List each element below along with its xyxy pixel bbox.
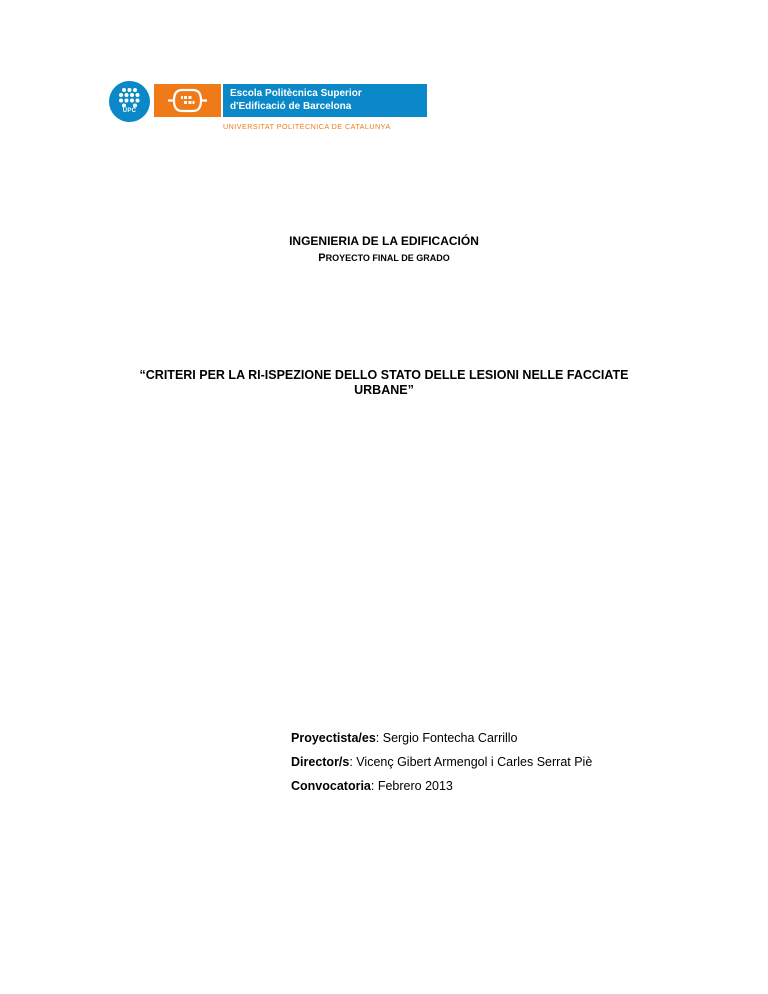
project-type-rest: ROYECTO FINAL DE GRADO [325,253,450,263]
project-type-initial: P [318,252,326,264]
university-name: UNIVERSITAT POLITÈCNICA DE CATALUNYA [223,122,391,131]
call-label: Convocatoria [291,779,371,793]
upc-logo [109,81,150,122]
degree-title: INGENIERIA DE LA EDIFICACIÓN [289,234,479,248]
school-name-block [223,84,427,117]
author-value: : Sergio Fontecha Carrillo [375,731,518,745]
credits-author [291,726,592,750]
school-emblem-logo [154,84,221,117]
school-name-line1: Escola Politècnica Superior [230,88,362,99]
director-value: : Vicenç Gibert Armengol i Carles Serrat Piè [349,755,593,769]
director-label: Director/s [291,755,350,769]
credits-block [291,726,592,798]
upc-dots-icon [109,81,150,122]
thesis-title [100,368,668,398]
credits-call [291,774,592,798]
school-name-line2: d'Edificació de Barcelona [230,101,352,112]
thesis-title-line2: URBANE” [354,383,414,397]
call-value: : Febrero 2013 [370,779,453,793]
upc-logo-text: UPC [122,108,137,114]
credits-director [291,750,592,774]
school-emblem-icon [154,84,221,117]
project-type [0,252,768,264]
author-label: Proyectista/es [291,731,376,745]
thesis-title-line1: “CRITERI PER LA RI-ISPEZIONE DELLO STATO DELLE LESIONI NELLE FACCIATE [139,368,629,382]
